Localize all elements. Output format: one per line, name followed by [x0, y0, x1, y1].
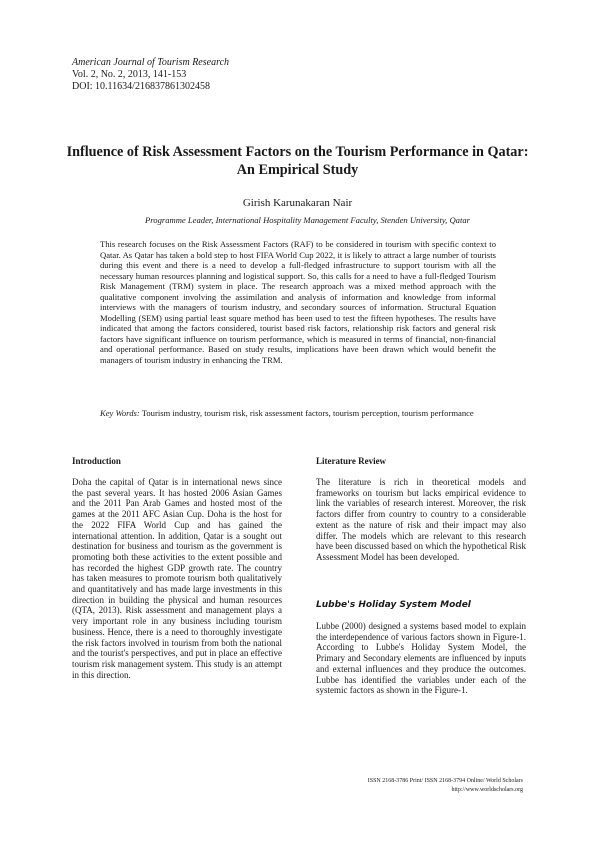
lubbe-heading: Lubbe's Holiday System Model	[316, 600, 471, 610]
journal-name: American Journal of Tourism Research	[72, 57, 230, 68]
title-line-2: An Empirical Study	[236, 162, 359, 178]
journal-info	[72, 57, 229, 93]
keywords	[100, 408, 496, 419]
introduction-text: Doha the capital of Qatar is in international news since the past several years. It has hosted 2006 Asian Games and the 2011 Pan Arab Games and hosted most of the games at the 2011 AFC Asian Cup. Doha is the host for the 2022 FIFA World Cup and has gained the international attention. In addition, Qatar is a sought out destination for business and tourism as the government is promoting both these activities to the extent possible and has recorded the highest GDP growth rate. The country has taken measures to promote tourism both qualitatively and quantitatively and has made large investments in this direction in building the physical and human resources (QTA, 2013). Risk assessment and management plays a very important role in any business including tourism business. Hence, there is a need to thoroughly investigate the risk factors involved in tourism from both the national and the tourist's perspectives, and put in place an effective tourism risk management system. This study is an attempt in this direction.	[72, 477, 282, 680]
keywords-text: Tourism industry, tourism risk, risk assessment factors, tourism perception, tourism performance	[141, 408, 474, 418]
lubbe-text: Lubbe (2000) designed a systems based model to explain the interdependence of various factors shown in Figure-1. According to Lubbe's Holiday System Model, the Primary and Secondary elements are influenced by inputs and external influences and they produce the outcomes. Lubbe has identified the variables under each of the systemic factors as shown in the Figure-1.	[316, 621, 526, 696]
introduction-heading: Introduction	[72, 456, 121, 466]
author-name: Girish Karunakaran Nair	[242, 197, 353, 209]
abstract: This research focuses on the Risk Assessment Factors (RAF) to be considered in tourism with specific context to Qatar. As Qatar has taken a bold step to host FIFA World Cup 2022, it is likely to attract a large number of tourists during this event and there is a need to develop a full-fledged infrastructure to support tourism with all the necessary human resources planning and logistical support. So, this calls for a need to have a full-fledged Tourism Risk Management (TRM) system in place. The research approach was a mixed method approach with the qualitative component involving the assimilation and analysis of information and knowledge from informal interviews with the managers of tourism industry, and secondary sources of information. Structural Equation Modelling (SEM) using partial least square method has been used to test the fifteen hypotheses. The results have indicated that among the factors considered, tourist based risk factors, relationship risk factors and general risk factors have significant influence on tourism performance, which is measured in terms of financial, non-financial and operational performance. Based on study results, implications have been drawn which would benefit the managers of tourism industry in enhancing the TRM.	[100, 239, 496, 366]
keywords-label: Key Words:	[100, 408, 140, 418]
literature-text: The literature is rich in theoretical models and frameworks on tourism but lacks empirical evidence to link the variables of research interest. Moreover, the risk factors differ from country to country to a considerable extent as the nature of risk and their impact may also differ. The models which are relevant to this research have been discussed based on which the hypothetical Risk Assessment Model has been developed.	[316, 477, 526, 562]
title-line-1: Influence of Risk Assessment Factors on the Tourism Performance in Qatar:	[66, 144, 529, 160]
author-affiliation: Programme Leader, International Hospitality Management Faculty, Stenden University, Qatar	[145, 215, 471, 225]
journal-volume: Vol. 2, No. 2, 2013, 141-153	[72, 69, 187, 80]
paper-title	[60, 143, 535, 179]
literature-heading: Literature Review	[316, 456, 387, 466]
journal-doi: DOI: 10.11634/216837861302458	[72, 81, 210, 92]
footer-url: http://www.worldscholars.org	[451, 787, 523, 793]
footer-issn: ISSN 2168-3786 Print/ ISSN 2168-3794 Online/ World Scholars	[367, 778, 523, 784]
